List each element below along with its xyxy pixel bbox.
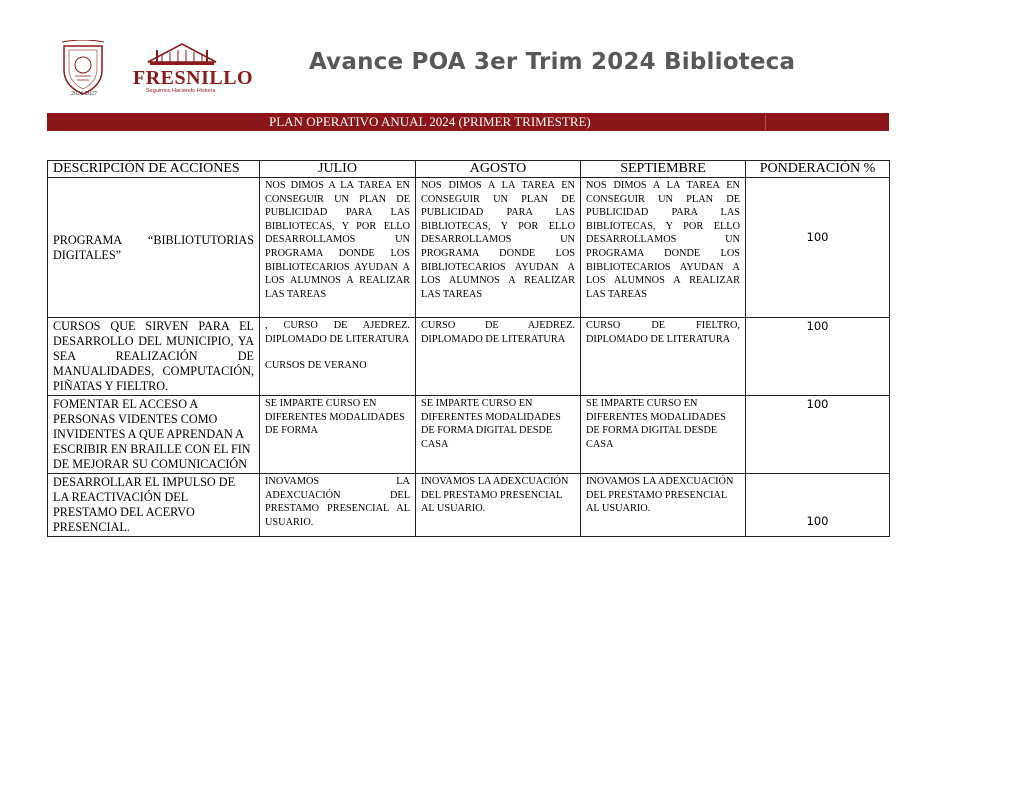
cell-septiembre: SE IMPARTE CURSO EN DIFERENTES MODALIDADES DE FORMA DIGITAL DESDE CASA xyxy=(581,396,746,474)
seal-years: 2024-2027 xyxy=(71,91,97,97)
banner-text: PLAN OPERATIVO ANUAL 2024 (PRIMER TRIMESTRE) xyxy=(269,114,591,129)
cell-julio: SE IMPARTE CURSO EN DIFERENTES MODALIDADES DE FORMA xyxy=(260,396,416,474)
table-row xyxy=(48,178,890,318)
table-header-row xyxy=(48,161,890,178)
cell-ponderacion: 100 xyxy=(746,396,890,474)
cell-agosto: INOVAMOS LA ADEXCUACIÓN DEL PRESTAMO PRESENCIAL AL USUARIO. xyxy=(416,474,581,537)
header-descripcion: DESCRIPCIÓN DE ACCIONES xyxy=(48,161,260,178)
cell-julio xyxy=(260,318,416,396)
cell-septiembre: INOVAMOS LA ADEXCUACIÓN DEL PRESTAMO PRESENCIAL AL USUARIO. xyxy=(581,474,746,537)
logo-tagline: Seguimos Haciendo Historia xyxy=(146,88,216,94)
cell-agosto: CURSO DE AJEDREZ. DIPLOMADO DE LITERATURA xyxy=(416,318,581,396)
row-description: PROGRAMA “BIBLIOTUTORIAS DIGITALES” xyxy=(48,178,260,318)
municipal-seal-icon xyxy=(60,40,106,98)
header-ponderacion: PONDERACIÓN % xyxy=(746,161,890,178)
cell-julio: INOVAMOS LA ADEXCUACIÓN DEL PRESTAMO PRESENCIAL AL USUARIO. xyxy=(260,474,416,537)
cell-julio-text: , CURSO DE AJEDREZ. DIPLOMADO DE LITERATURA xyxy=(265,320,410,345)
cell-septiembre: NOS DIMOS A LA TAREA EN CONSEGUIR UN PLAN DE PUBLICIDAD PARA LAS BIBLIOTECAS, Y POR ELLO DESARROLLAMOS UN PROGRAMA DONDE LOS BIBLIOTECARIOS AYUDAN A LOS ALUMNOS A REALIZAR LAS TAREAS xyxy=(581,178,746,318)
header-agosto: AGOSTO xyxy=(416,161,581,178)
cell-ponderacion: 100 xyxy=(746,178,890,318)
cell-ponderacion: 100 xyxy=(746,318,890,396)
table-row xyxy=(48,396,890,474)
cell-julio-extra: CURSOS DE VERANO xyxy=(265,360,367,372)
table-row xyxy=(48,318,890,396)
row-description: CURSOS QUE SIRVEN PARA EL DESARROLLO DEL MUNICIPIO, YA SEA REALIZACIÓN DE MANUALIDADES, COMPUTACIÓN, PIÑATAS Y FIELTRO. xyxy=(48,318,260,396)
banner-divider xyxy=(765,113,766,131)
cell-agosto: NOS DIMOS A LA TAREA EN CONSEGUIR UN PLAN DE PUBLICIDAD PARA LAS BIBLIOTECAS, Y POR ELLO DESARROLLAMOS UN PROGRAMA DONDE LOS BIBLIOTECARIOS AYUDAN A LOS ALUMNOS A REALIZAR LAS TAREAS xyxy=(416,178,581,318)
table-row xyxy=(48,474,890,537)
cell-septiembre: CURSO DE FIELTRO, DIPLOMADO DE LITERATURA xyxy=(581,318,746,396)
plan-banner xyxy=(47,113,889,131)
header-julio: JULIO xyxy=(260,161,416,178)
cell-spacer xyxy=(265,346,410,359)
poa-table xyxy=(47,160,890,537)
header-septiembre: SEPTIEMBRE xyxy=(581,161,746,178)
page-title: Avance POA 3er Trim 2024 Biblioteca xyxy=(309,49,796,75)
cell-agosto: SE IMPARTE CURSO EN DIFERENTES MODALIDADES DE FORMA DIGITAL DESDE CASA xyxy=(416,396,581,474)
row-description: DESARROLLAR EL IMPULSO DE LA REACTIVACIÓN DEL PRESTAMO DEL ACERVO PRESENCIAL. xyxy=(48,474,260,537)
cell-julio: NOS DIMOS A LA TAREA EN CONSEGUIR UN PLAN DE PUBLICIDAD PARA LAS BIBLIOTECAS, Y POR ELLO DESARROLLAMOS UN PROGRAMA DONDE LOS BIBLIOTECARIOS AYUDAN A LOS ALUMNOS A REALIZAR LAS TAREAS xyxy=(260,178,416,318)
cell-ponderacion: 100 xyxy=(746,474,890,537)
logo-text: FRESNILLO xyxy=(133,67,254,89)
row-description: FOMENTAR EL ACCESO A PERSONAS VIDENTES COMO INVIDENTES A QUE APRENDAN A ESCRIBIR EN BRAILLE CON EL FIN DE MEJORAR SU COMUNICACIÓN xyxy=(48,396,260,474)
